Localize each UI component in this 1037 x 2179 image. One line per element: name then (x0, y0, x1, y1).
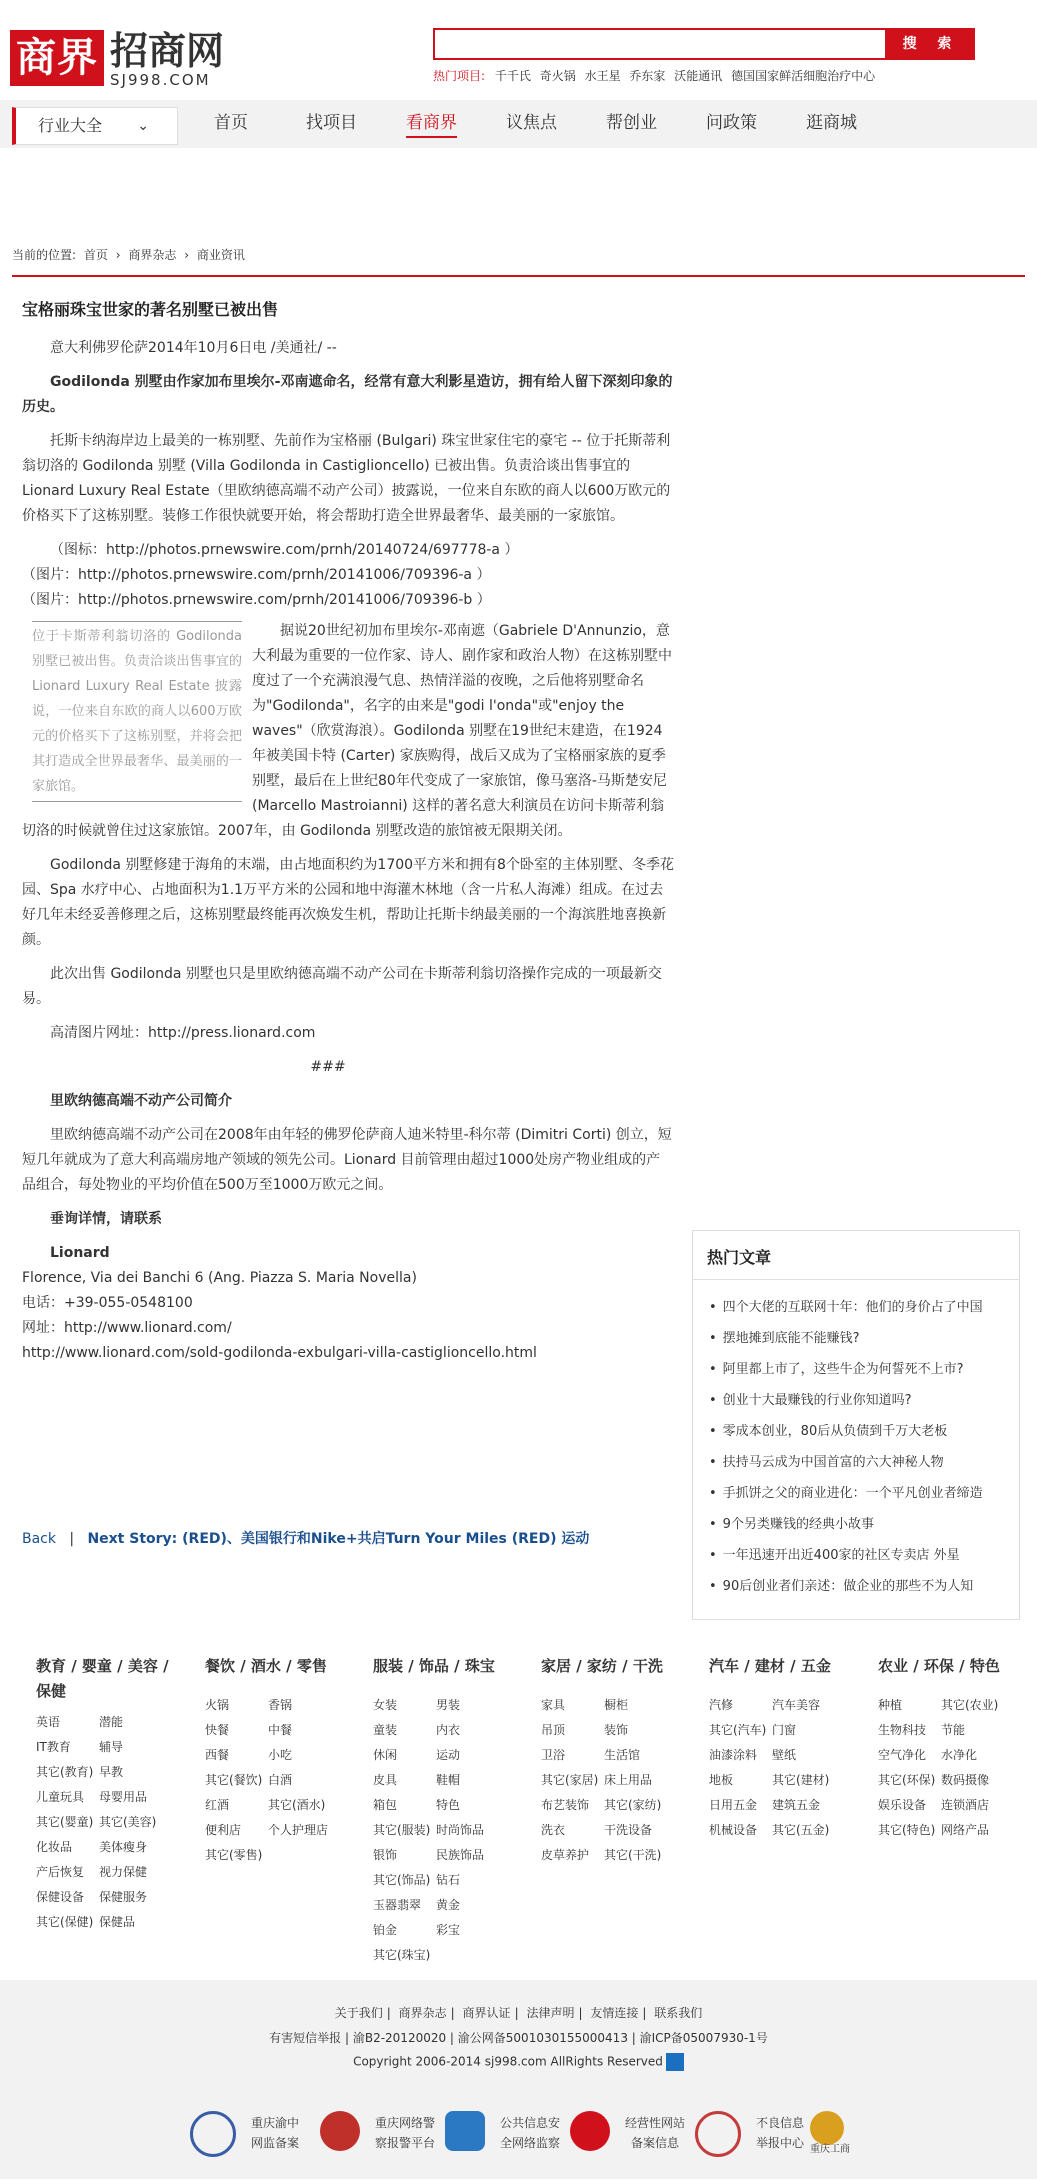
shield-icon (445, 2111, 485, 2151)
category-link[interactable]: 鞋帽 (436, 1773, 461, 1787)
category-link[interactable]: 其它(建材) (772, 1773, 830, 1787)
category-link[interactable]: 其它(零售) (205, 1848, 263, 1862)
category-heading: 服装 / 饰品 / 珠宝 (373, 1657, 495, 1675)
category-link[interactable]: 运动 (436, 1748, 461, 1762)
contact-phone: 电话：+39-055-0548100 (22, 1295, 193, 1311)
badge-line: 经营性网站 (624, 2116, 685, 2130)
category-link[interactable]: 日用五金 (709, 1798, 758, 1812)
category-link[interactable]: 母婴用品 (99, 1790, 148, 1804)
category-link[interactable]: 吊顶 (541, 1723, 566, 1737)
category-link[interactable]: 机械设备 (709, 1823, 758, 1837)
category-link[interactable]: 空气净化 (878, 1748, 927, 1762)
breadcrumb-sep: › (184, 248, 190, 262)
section-separator: ### (310, 1059, 346, 1075)
breadcrumb-link[interactable]: 商界杂志 (128, 248, 177, 262)
category-link[interactable]: 地板 (709, 1773, 734, 1787)
emblem-icon (570, 2111, 610, 2151)
nav-item-startup[interactable]: 帮创业 (606, 113, 657, 133)
category-link[interactable]: 保健品 (99, 1915, 136, 1929)
category-link[interactable]: 其它(饰品) (373, 1873, 431, 1887)
category-link[interactable]: 家具 (541, 1698, 566, 1712)
footer-copyright (0, 2053, 1037, 2071)
site-footer (0, 1980, 1037, 2179)
category-link[interactable]: 建筑五金 (772, 1798, 821, 1812)
category-heading: 餐饮 / 酒水 / 零售 (205, 1657, 327, 1675)
site-logo[interactable] (10, 30, 224, 88)
footer-link[interactable]: 商界认证 (462, 2006, 511, 2020)
category-column (36, 1654, 186, 1935)
badge-line: 网监备案 (250, 2136, 299, 2150)
category-link[interactable]: 皮草养护 (541, 1848, 590, 1862)
footer-link[interactable]: 联系我们 (654, 2006, 703, 2020)
lead-rest: 别墅由作家加布里埃尔-邓南遮命名，经常有意大利影星造访，拥有给人留下深刻印象的历史。 (22, 374, 673, 415)
category-link[interactable]: 其它(教育) (36, 1765, 94, 1779)
category-link[interactable]: 民族饰品 (436, 1848, 485, 1862)
nav-item-focus[interactable]: 议焦点 (506, 113, 557, 133)
badge-line: 察报警平台 (374, 2136, 435, 2150)
hot-article-link[interactable]: • 手抓饼之父的商业进化：一个平凡创业者缔造 (709, 1478, 1019, 1509)
footer-sep: | (386, 2006, 391, 2020)
contact-website: 网址：http://www.lionard.com/ (22, 1320, 232, 1336)
article-paragraph: 托斯卡纳海岸边上最美的一栋别墅、先前作为宝格丽 (Bulgari) 珠宝世家住宅的豪宅 -- 位于托斯蒂利翁切洛的 Godilonda 别墅 (Villa Godilonda in Castiglioncello) 已被出售。负责洽谈出售事宜的 Lionard Luxury Real Estate（里欧纳德高端不动产公司）披露说，一位来自东欧的商人以600万欧元的价格买下了这栋别墅。装修工作很快就要开始，将会帮助打造全世界最奢华、最美丽的一家旅馆。 (22, 433, 671, 524)
category-heading: 家居 / 家纺 / 干洗 (541, 1657, 663, 1675)
search-input[interactable] (433, 28, 887, 60)
category-link[interactable]: 西餐 (205, 1748, 230, 1762)
category-link[interactable]: 红酒 (205, 1798, 230, 1812)
category-link[interactable]: 壁纸 (772, 1748, 797, 1762)
contact-url: http://www.lionard.com/sold-godilonda-exbulgari-villa-castiglioncello.html (22, 1345, 537, 1361)
category-heading: 教育 / 婴童 / 美容 / 保健 (36, 1657, 169, 1700)
footer-license: 有害短信举报 | 渝B2-20120020 | 渝公网备5001030155000413 | 渝ICP备05007930-1号 (269, 2031, 768, 2045)
hot-article-link[interactable]: • 创业十大最赚钱的行业你知道吗? (709, 1385, 1019, 1416)
category-link[interactable]: 视力保健 (99, 1865, 148, 1879)
contact-address: Florence, Via dei Banchi 6 (Ang. Piazza S. Maria Novella) (22, 1270, 417, 1286)
hot-article-link[interactable]: • 9个另类赚钱的经典小故事 (709, 1509, 1019, 1540)
hot-project-link[interactable]: 德国国家鲜活细胞治疗中心 (731, 69, 876, 83)
badge-line: 备案信息 (630, 2136, 679, 2150)
category-link[interactable]: 辅导 (99, 1740, 124, 1754)
footer-link[interactable]: 关于我们 (334, 2006, 383, 2020)
category-link[interactable]: 种植 (878, 1698, 903, 1712)
next-story-link[interactable]: Next Story: (RED)、美国银行和Nike+共启Turn Your Miles (RED) 运动 (87, 1531, 590, 1547)
badge-line: 重庆工商 (810, 2144, 850, 2155)
category-link[interactable]: 化妆品 (36, 1840, 73, 1854)
pagination-sep: | (69, 1531, 75, 1547)
badge-line: 重庆网络警 (374, 2116, 435, 2130)
category-link[interactable]: 汽修 (709, 1698, 734, 1712)
category-link[interactable]: 其它(婴童) (36, 1815, 94, 1829)
category-link[interactable]: 其它(特色) (878, 1823, 936, 1837)
footer-link[interactable]: 商界杂志 (398, 2006, 447, 2020)
category-link[interactable]: 其它(汽车) (709, 1723, 767, 1737)
category-link[interactable]: 铂金 (373, 1923, 398, 1937)
category-link[interactable]: 香锅 (268, 1698, 293, 1712)
badge-line: 重庆渝中 (250, 2116, 299, 2130)
hot-article-link[interactable]: • 扶持马云成为中国首富的六大神秘人物 (709, 1447, 1019, 1478)
category-heading: 农业 / 环保 / 特色 (878, 1657, 1000, 1675)
industry-dropdown[interactable] (12, 107, 178, 145)
category-link[interactable]: 中餐 (268, 1723, 293, 1737)
category-link[interactable]: 汽车美容 (772, 1698, 821, 1712)
category-column (373, 1654, 533, 1968)
article-body (22, 296, 674, 1366)
chevron-down-icon: ⌄ (137, 118, 149, 134)
nav-item-find-project[interactable]: 找项目 (306, 113, 357, 133)
article-lead (22, 370, 674, 420)
breadcrumb-link[interactable]: 首页 (83, 248, 108, 262)
category-link[interactable]: 其它(农业) (941, 1698, 999, 1712)
category-link[interactable]: 网络产品 (941, 1823, 990, 1837)
category-link[interactable]: 其它(干洗) (604, 1848, 662, 1862)
swoosh-icon (695, 2111, 741, 2157)
category-link[interactable]: IT教育 (36, 1740, 71, 1754)
article-pagination (22, 1528, 589, 1548)
category-link[interactable]: 白酒 (268, 1773, 293, 1787)
category-link[interactable]: 卫浴 (541, 1748, 566, 1762)
figure-link: （图片：http://photos.prnewswire.com/prnh/20141006/709396-a ） (22, 567, 491, 583)
category-link[interactable]: 女装 (373, 1698, 398, 1712)
category-directory (0, 1638, 1037, 1978)
category-link[interactable]: 其它(五金) (772, 1823, 830, 1837)
article-dateline: 意大利佛罗伦萨2014年10月6日电 /美通社/ -- (50, 340, 337, 356)
police-officer-icon (320, 2111, 360, 2151)
hi-res-link: 高清图片网址：http://press.lionard.com (50, 1025, 316, 1041)
category-link[interactable]: 火锅 (205, 1698, 230, 1712)
article-paragraph: 据说20世纪初加布里埃尔-邓南遮（Gabriele D'Annunzio，意大利最为重要的一位作家、诗人、剧作家和政治人物）在这栋别墅中度过了一个充满浪漫气息、热情洋溢的夜晚，之后他将别墅命名为"Godilonda"，名字的由来是"godi l'onda"或"enjoy the waves"（欣赏海浪）。Godilonda 别墅在19世纪末建造，在1924年被美国卡特 (Carter) 家族购得，战后又成为了宝格丽家族的夏季别墅，最后在上世纪80年代变成了一家旅馆，像马塞洛-马斯楚安尼 (Marcello Mastroianni) 这样的著名意大利演员在访问卡斯蒂利翁切洛的时候就曾住过这家旅馆。2007年，由 Godilonda 别墅改造的旅馆被无限期关闭。 (22, 623, 672, 839)
category-link[interactable]: 便利店 (205, 1823, 242, 1837)
category-link[interactable]: 门窗 (772, 1723, 797, 1737)
category-link[interactable]: 连锁酒店 (941, 1798, 990, 1812)
category-link[interactable]: 特色 (436, 1798, 461, 1812)
category-link[interactable]: 其它(珠宝) (373, 1948, 431, 1962)
category-link[interactable]: 童装 (373, 1723, 398, 1737)
category-link[interactable]: 英语 (36, 1715, 61, 1729)
image-caption: 位于卡斯蒂利翁切洛的 Godilonda 别墅已被出售。负责洽谈出售事宜的 Lionard Luxury Real Estate 披露说，一位来自东欧的商人以600万欧元的价格买下了这栋别墅，并将会把其打造成全世界最奢华、最美丽的一家旅馆。 (32, 621, 242, 802)
footer-sep: | (514, 2006, 519, 2020)
badge-line: 全网络监察 (499, 2136, 560, 2150)
category-link[interactable]: 布艺装饰 (541, 1798, 590, 1812)
category-link[interactable]: 内衣 (436, 1723, 461, 1737)
hot-projects (433, 67, 880, 84)
category-link[interactable]: 黄金 (436, 1898, 461, 1912)
category-link[interactable]: 生活馆 (604, 1748, 641, 1762)
category-link[interactable]: 其它(服装) (373, 1823, 431, 1837)
article-paragraph: 此次出售 Godilonda 别墅也只是里欧纳德高端不动产公司在卡斯蒂利翁切洛操作完成的一项最新交易。 (22, 966, 662, 1007)
main-nav (0, 100, 1037, 148)
article-paragraph: 里欧纳德高端不动产公司在2008年由年轻的佛罗伦萨商人迪米特里-科尔蒂 (Dimitri Corti) 创立，短短几年就成为了意大利高端房地产领域的领先公司。Lionard 目前管理由超过1000处房产物业组成的产品组合，每处物业的平均价值在500万至1000万欧元之间。 (22, 1127, 672, 1193)
category-link[interactable]: 银饰 (373, 1848, 398, 1862)
category-link[interactable]: 其它(环保) (878, 1773, 936, 1787)
category-link[interactable]: 娱乐设备 (878, 1798, 927, 1812)
back-link[interactable]: Back (22, 1531, 56, 1547)
logo-url-text: SJ998.COM (110, 71, 211, 89)
category-link[interactable]: 其它(餐饮) (205, 1773, 263, 1787)
hot-projects-label: 热门项目: (433, 69, 486, 83)
category-link[interactable]: 洗衣 (541, 1823, 566, 1837)
copyright-text: Copyright 2006-2014 sj998.com AllRights Reserved (353, 2054, 663, 2069)
category-column (541, 1654, 701, 1868)
figure-link: （图片：http://photos.prnewswire.com/prnh/20141006/709396-b ） (22, 592, 491, 608)
category-heading: 汽车 / 建材 / 五金 (709, 1657, 831, 1675)
category-link[interactable]: 保健服务 (99, 1890, 148, 1904)
search-button[interactable]: 搜 索 (887, 28, 975, 60)
article-title: 宝格丽珠宝世家的著名别墅已被出售 (22, 300, 279, 319)
footer-sep: | (450, 2006, 455, 2020)
contact-name: Lionard (50, 1245, 110, 1261)
category-link[interactable]: 钻石 (436, 1873, 461, 1887)
hot-project-link[interactable]: 奇火锅 (539, 69, 576, 83)
hot-project-link[interactable]: 沃能通讯 (674, 69, 723, 83)
company-heading: 里欧纳德高端不动产公司简介 (50, 1093, 232, 1109)
category-link[interactable]: 箱包 (373, 1798, 398, 1812)
category-link[interactable]: 皮具 (373, 1773, 398, 1787)
category-link[interactable]: 产后恢复 (36, 1865, 85, 1879)
category-link[interactable]: 其它(保健) (36, 1915, 94, 1929)
category-column (709, 1654, 869, 1843)
badge-line: 不良信息 (755, 2116, 804, 2130)
category-column (205, 1654, 365, 1868)
category-link[interactable]: 水净化 (941, 1748, 978, 1762)
footer-link[interactable]: 法律声明 (526, 2006, 575, 2020)
category-link[interactable]: 干洗设备 (604, 1823, 653, 1837)
category-link[interactable]: 装饰 (604, 1723, 629, 1737)
hot-project-link[interactable]: 千千氏 (494, 69, 531, 83)
article-paragraph: Godilonda 别墅修建于海角的末端，由占地面积约为1700平方米和拥有8个卧室的主体别墅、冬季花园、Spa 水疗中心、占地面积为1.1万平方米的公园和地中海灌木林地（含一片私人海滩）组成。在过去好几年未经妥善修理之后，这栋别墅最终能再次焕发生机，帮助让托斯卡纳最美丽的一个海滨胜地喜换新颜。 (22, 857, 674, 948)
certification-badges (190, 2105, 870, 2160)
hot-article-link[interactable]: • 零成本创业，80后从负债到千万大老板 (709, 1416, 1019, 1447)
category-link[interactable]: 油漆涂料 (709, 1748, 758, 1762)
inquiry-heading: 垂询详情，请联系 (50, 1211, 162, 1227)
breadcrumb-link[interactable]: 商业资讯 (196, 248, 245, 262)
industry-dropdown-label: 行业大全 (38, 116, 103, 135)
category-link[interactable]: 休闲 (373, 1748, 398, 1762)
category-link[interactable]: 其它(家纺) (604, 1798, 662, 1812)
logo-red-mark: 商界 (10, 30, 104, 86)
nav-item-business[interactable]: 看商界 (406, 110, 457, 138)
divider (12, 275, 1025, 277)
category-link[interactable]: 美体瘦身 (99, 1840, 148, 1854)
police-shield-icon (190, 2111, 236, 2157)
footer-sep: | (642, 2006, 647, 2020)
nav-item-home[interactable]: 首页 (214, 113, 248, 133)
category-link[interactable]: 个人护理店 (268, 1823, 329, 1837)
category-link[interactable]: 其它(家居) (541, 1773, 599, 1787)
category-link[interactable]: 男装 (436, 1698, 461, 1712)
hot-article-link[interactable]: • 90后创业者们亲述：做企业的那些不为人知 (709, 1571, 1019, 1602)
category-link[interactable]: 橱柜 (604, 1698, 629, 1712)
category-link[interactable]: 其它(酒水) (268, 1798, 326, 1812)
category-link[interactable]: 保健设备 (36, 1890, 85, 1904)
category-link[interactable]: 数码摄像 (941, 1773, 990, 1787)
nav-item-policy[interactable]: 问政策 (706, 113, 757, 133)
category-link[interactable]: 彩宝 (436, 1923, 461, 1937)
hot-article-link[interactable]: • 一年迅速开出近400家的社区专卖店 外星 (709, 1540, 1019, 1571)
category-link[interactable]: 儿童玩具 (36, 1790, 85, 1804)
hot-article-link[interactable]: • 四个大佬的互联网十年：他们的身价占了中国 (709, 1292, 1019, 1323)
figure-link: （图标：http://photos.prnewswire.com/prnh/20140724/697778-a ） (50, 542, 519, 558)
breadcrumb-label: 当前的位置: (12, 248, 77, 262)
footer-link[interactable]: 友情连接 (590, 2006, 639, 2020)
category-link[interactable]: 床上用品 (604, 1773, 653, 1787)
category-link[interactable]: 节能 (941, 1723, 966, 1737)
site-header (0, 0, 1037, 100)
seal-icon (810, 2111, 844, 2145)
category-link[interactable]: 玉器翡翠 (373, 1898, 422, 1912)
hot-project-link[interactable]: 水王星 (584, 69, 621, 83)
breadcrumb-sep: › (115, 248, 121, 262)
hot-article-link[interactable]: • 摆地摊到底能不能赚钱? (709, 1323, 1019, 1354)
category-link[interactable]: 潜能 (99, 1715, 124, 1729)
footer-sep: | (578, 2006, 583, 2020)
hot-project-link[interactable]: 乔东家 (629, 69, 666, 83)
category-link[interactable]: 其它(美容) (99, 1815, 157, 1829)
footer-links (0, 2004, 1037, 2021)
hot-article-link[interactable]: • 阿里都上市了，这些牛企为何誓死不上市? (709, 1354, 1019, 1385)
category-link[interactable]: 小吃 (268, 1748, 293, 1762)
badge-line: 举报中心 (755, 2136, 804, 2150)
category-link[interactable]: 快餐 (205, 1723, 230, 1737)
category-link[interactable]: 生物科技 (878, 1723, 927, 1737)
badge-line: 公共信息安 (499, 2116, 560, 2130)
category-link[interactable]: 时尚饰品 (436, 1823, 485, 1837)
hot-articles-panel (692, 1230, 1020, 1620)
breadcrumb (12, 246, 249, 263)
logo-main-text: 招商网 (110, 28, 225, 73)
hot-articles-title: 热门文章 (693, 1231, 1019, 1280)
category-column (878, 1654, 1037, 1843)
category-link[interactable]: 早教 (99, 1765, 124, 1779)
verify-badge-icon[interactable] (666, 2053, 684, 2071)
lead-bold: Godilonda (50, 374, 130, 390)
nav-item-mall[interactable]: 逛商城 (806, 113, 857, 133)
